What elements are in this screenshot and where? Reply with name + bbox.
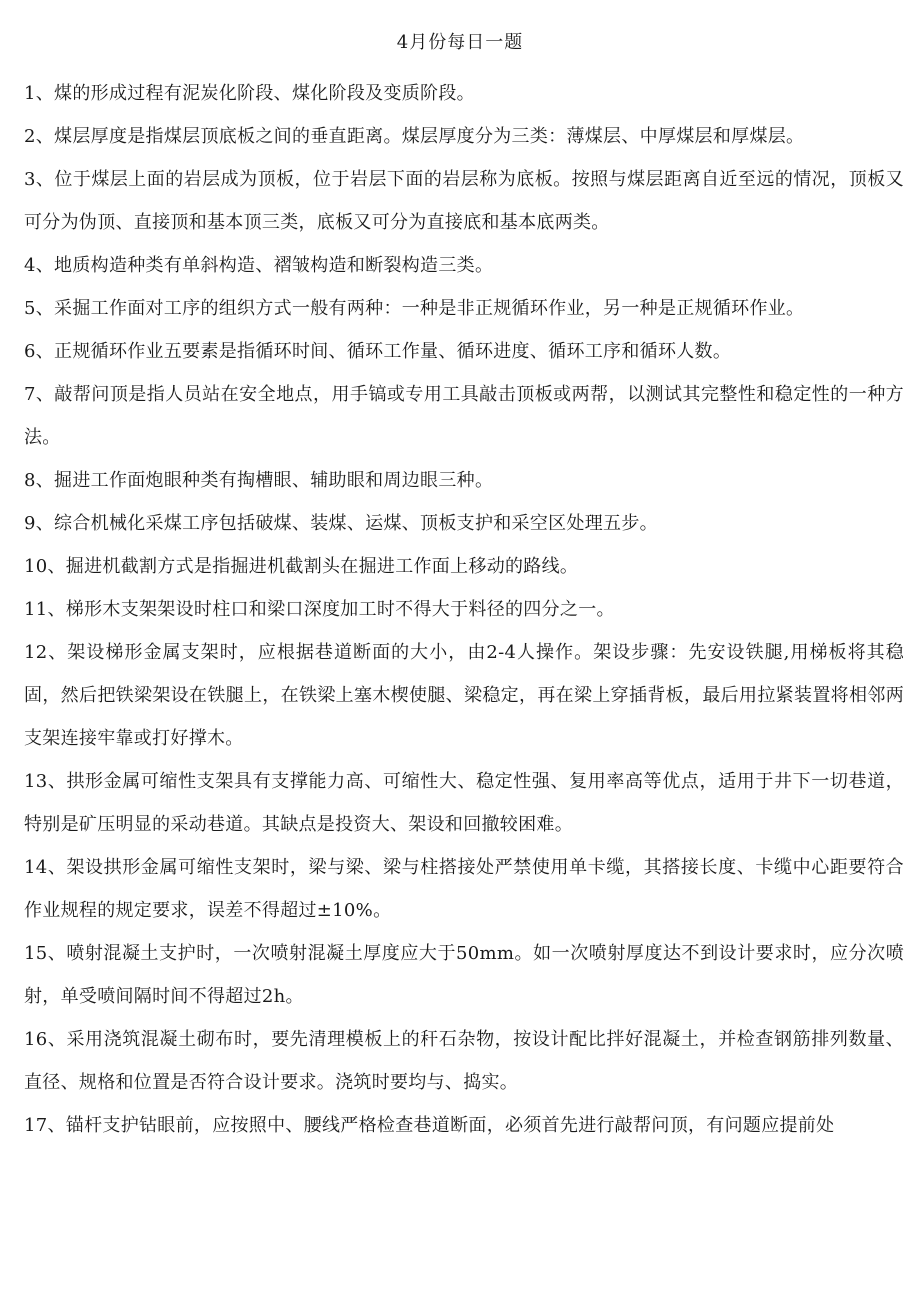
list-item: 11、梯形木支架架设时柱口和梁口深度加工时不得大于料径的四分之一。 [24,599,615,620]
list-item: 1、煤的形成过程有泥炭化阶段、煤化阶段及变质阶段。 [24,83,475,104]
list-item: 12、架设梯形金属支架时，应根据巷道断面的大小，由2-4人操作。架设步骤：先安设铁腿,用梯板将其稳固，然后把铁梁架设在铁腿上，在铁梁上塞木楔使腿、梁稳定，再在梁上穿插背板，最后用拉紧装置将相邻两支架连接牢靠或打好撑木。 [24,642,904,749]
list-item: 2、煤层厚度是指煤层顶底板之间的垂直距离。煤层厚度分为三类：薄煤层、中厚煤层和厚煤层。 [24,126,805,147]
list-item: 14、架设拱形金属可缩性支架时，梁与梁、梁与柱搭接处严禁使用单卡缆，其搭接长度、卡缆中心距要符合作业规程的规定要求，误差不得超过±10%。 [24,857,904,921]
question-list [24,72,904,1147]
list-item: 4、地质构造种类有单斜构造、褶皱构造和断裂构造三类。 [24,255,494,276]
list-item: 7、敲帮问顶是指人员站在安全地点，用手镐或专用工具敲击顶板或两帮，以测试其完整性和稳定性的一种方法。 [24,384,904,448]
list-item: 6、正规循环作业五要素是指循环时间、循环工作量、循环进度、循环工序和循环人数。 [24,341,732,362]
list-item: 9、综合机械化采煤工序包括破煤、装煤、运煤、顶板支护和采空区处理五步。 [24,513,658,534]
list-item: 3、位于煤层上面的岩层成为顶板，位于岩层下面的岩层称为底板。按照与煤层距离自近至远的情况，顶板又可分为伪顶、直接顶和基本顶三类，底板又可分为直接底和基本底两类。 [24,169,904,233]
list-item: 16、采用浇筑混凝土砌布时，要先清理模板上的秆石杂物，按设计配比拌好混凝土，并检查钢筋排列数量、直径、规格和位置是否符合设计要求。浇筑时要均与、捣实。 [24,1029,904,1093]
document-title: 4月份每日一题 [396,32,524,53]
list-item: 13、拱形金属可缩性支架具有支撑能力高、可缩性大、稳定性强、复用率高等优点，适用于井下一切巷道，特别是矿压明显的采动巷道。其缺点是投资大、架设和回撤较困难。 [24,771,904,835]
list-item: 10、掘进机截割方式是指掘进机截割头在掘进工作面上移动的路线。 [24,556,579,577]
list-item: 8、掘进工作面炮眼种类有掏槽眼、辅助眼和周边眼三种。 [24,470,494,491]
list-item: 15、喷射混凝土支护时，一次喷射混凝土厚度应大于50mm。如一次喷射厚度达不到设计要求时，应分次喷射，单受喷间隔时间不得超过2h。 [24,943,904,1007]
list-item: 17、锚杆支护钻眼前，应按照中、腰线严格检查巷道断面，必须首先进行敲帮问顶，有问题应提前处 [24,1115,835,1136]
list-item: 5、采掘工作面对工序的组织方式一般有两种：一种是非正规循环作业，另一种是正规循环作业。 [24,298,805,319]
